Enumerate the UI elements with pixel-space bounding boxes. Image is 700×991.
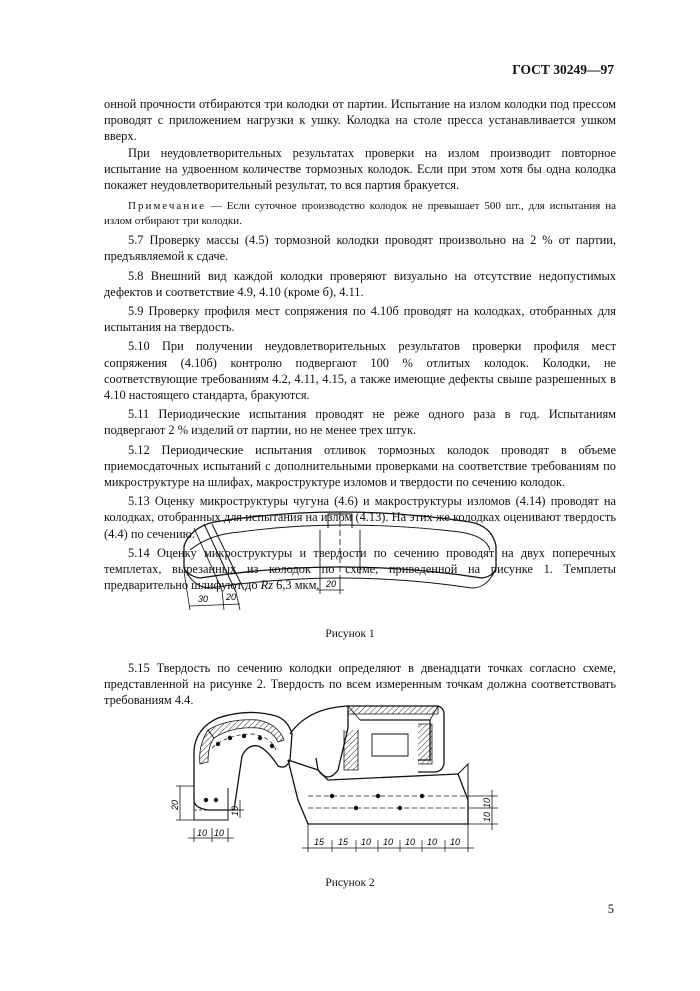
fig2-bottom-dim-4: 10 <box>383 837 394 847</box>
fig2-bottom-dim-5: 10 <box>405 837 416 847</box>
fig1-dim-30: 30 <box>198 594 209 604</box>
fig1-dim-20-left: 20 <box>226 592 237 602</box>
fig2-bottom-dim-7: 10 <box>450 837 461 847</box>
note-text: — Если суточное производство колодок не превышает 500 шт., для испытания на излом отбирают три колодки. <box>104 200 616 227</box>
fig2-dim-20: 20 <box>170 799 180 810</box>
paragraph-5-12: 5.12 Периодические испытания отливок тормозных колодок проводят в объеме приемосдаточных испытаний с дополнительными проверками на соответствие требованиям по микроструктуре на шлифах, макроструктуре изломов и твердости по сечению колодок. <box>104 442 616 490</box>
fig2-dim-10-b: 10 <box>214 828 225 838</box>
page-number: 5 <box>607 902 614 916</box>
fig1-dim-20-center: 20 <box>326 579 337 589</box>
hardness-points <box>204 734 424 810</box>
paragraph-5-10: 5.10 При получении неудовлетворительных результатов проверки профиля мест сопряжения (4.10б) контролю подвергают 100 % отлитых колодок. Колодки, не соответствующие требованиям 4.2, 4.11, 4.15, а также имеющие дефекты свыше разрешенных в 4.10 настоящего стандарта, бракуются. <box>104 339 616 403</box>
fig2-bottom-dim-2: 15 <box>338 837 349 847</box>
paragraph-5-13: 5.13 Оценку микроструктуры чугуна (4.6) и макроструктуры изломов (4.14) проводят на колодках, отобранных для испытания на излом (4.13). На этих же колодках оценивают твердость (4.4) по сечению. <box>104 494 616 541</box>
paragraph-continuation: онной прочности отбираются три колодки от партии. Испытание на излом колодки под прессом проводят с приложением нагрузки к ушку. Колодка на столе пресса устанавливается ушком вверх. <box>104 97 616 144</box>
figure-2-caption: Рисунок 2 <box>325 877 375 889</box>
paragraph-5-8: 5.8 Внешний вид каждой колодки проверяют визуально на отсутствие недопустимых дефектов и соответствие 4.9, 4.10 (кроме б), 4.11. <box>104 268 616 299</box>
fig2-bottom-dim-3: 10 <box>361 837 372 847</box>
fig2-dim-right-10-b: 10 <box>482 811 492 822</box>
note <box>104 199 616 228</box>
paragraph-retest: При неудовлетворительных результатах проверки на излом производит повторное испытание на удвоенном количестве тормозных колодок. Если при этом хотя бы одна колодка покажет неудовлетворительный результат, то вся партия бракуется. <box>104 145 616 193</box>
fig2-dim-10-a: 10 <box>197 828 208 838</box>
figure-1-drawing <box>170 498 510 620</box>
paragraph-5-9: 5.9 Проверку профиля мест сопряжения по 4.10б проводят на колодках, отобранных для испытания на твердость. <box>104 304 616 335</box>
fig2-bottom-dim-6: 10 <box>427 837 438 847</box>
paragraph-5-15: 5.15 Твердость по сечению колодки определяют в двенадцати точках согласно схеме, представленной на рисунке 2. Твердость по всем измеренным точкам должна соответствовать требованиям 4.4. <box>104 661 616 708</box>
paragraph-5-14-text: 5.14 Оценку микроструктуры и твердости по сечению проводят на двух поперечных темплетах, вырезанных из колодок по схеме, приведенной на рисунке 1. Темплеты предварительно шлифуют до <box>104 545 616 593</box>
fig2-dim-10-c: 10 <box>230 805 240 816</box>
fig2-bottom-dim-1: 15 <box>314 837 325 847</box>
paragraph-5-11: 5.11 Периодические испытания проводят не реже одного раза в год. Испытаниям подвергают 2 % изделий от партии, но не менее трех штук. <box>104 407 616 438</box>
paragraph-5-14-end: 6,3 мкм. <box>273 578 320 593</box>
figure-1-caption: Рисунок 1 <box>325 628 375 640</box>
document-header: ГОСТ 30249—97 <box>512 62 614 77</box>
fig2-dim-right-10-a: 10 <box>482 797 492 808</box>
paragraph-5-7: 5.7 Проверку массы (4.5) тормозной колодки проводят произвольно на 2 % от партии, предъявляемой к сдаче. <box>104 233 616 264</box>
rz-symbol: Rz <box>260 578 274 593</box>
note-label: Примечание <box>128 200 206 213</box>
figure-2-drawing <box>168 700 518 870</box>
